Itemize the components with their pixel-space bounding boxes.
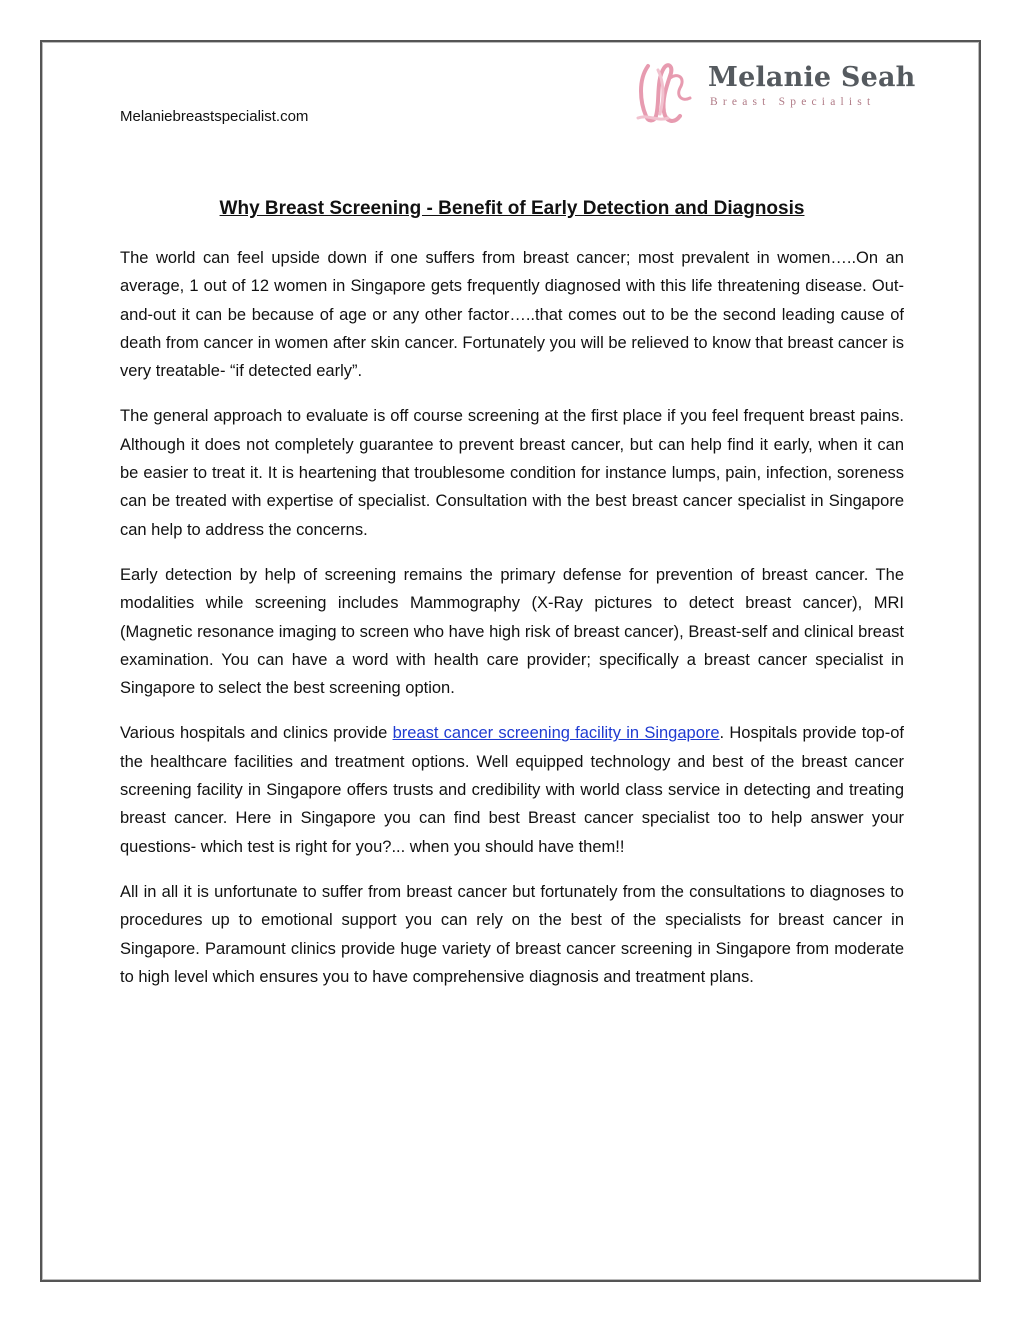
paragraph-4-text-before: Various hospitals and clinics provide xyxy=(120,724,393,743)
paragraph-4 xyxy=(120,719,904,860)
brand-logo xyxy=(634,58,916,128)
paragraph-2: The general approach to evaluate is off course screening at the first place if you feel frequent breast pains. Although it does not completely guarantee to prevent breast cancer, but can help find it early, when it can be easier to treat it. It is heartening that troublesome condition for instance lumps, pain, infection, soreness can be treated with expertise of specialist. Consultation with the best breast cancer specialist in Singapore can help to address the concerns. xyxy=(120,407,904,539)
paragraph-4-text-after: . Hospitals provide top-of the healthcare facilities and treatment options. Well equipped technology and best of the breast cancer screening facility in Singapore offers trusts and credibility with world class service in detecting and treating breast cancer. Here in Singapore you can find best Breast cancer specialist too to help answer your questions- which test is right for you?... when you should have them!! xyxy=(120,724,904,856)
paragraph-1: The world can feel upside down if one suffers from breast cancer; most prevalent in women…..On an average, 1 out of 12 women in Singapore gets frequently diagnosed with this life threatening disease. Out-and-out it can be because of age or any other factor…..that comes out to be the second leading cause of death from cancer in women after skin cancer. Fortunately you will be relieved to know that breast cancer is very treatable- “if detected early”. xyxy=(120,249,904,381)
paragraph-5: All in all it is unfortunate to suffer from breast cancer but fortunately from the consultations to diagnoses to procedures up to emotional support you can rely on the best of the specialists for breast cancer in Singapore. Paramount clinics provide huge variety of breast cancer screening in Singapore from moderate to high level which ensures you to have comprehensive diagnosis and treatment plans. xyxy=(120,882,904,986)
screening-facility-link[interactable]: breast cancer screening facility in Singapore xyxy=(392,724,720,743)
logo-name: Melanie Seah xyxy=(708,62,916,93)
article-body xyxy=(120,244,904,1008)
logo-subtitle: Breast Specialist xyxy=(710,96,876,108)
paragraph-3: Early detection by help of screening remains the primary defense for prevention of breast cancer. The modalities while screening includes Mammography (X-Ray pictures to detect breast cancer), MRI (Magnetic resonance imaging to screen who have high risk of breast cancer), Breast-self and clinical breast examination. You can have a word with health care provider; specifically a breast cancer specialist in Singapore to select the best screening option. xyxy=(120,565,904,698)
page-title: Why Breast Screening - Benefit of Early Detection and Diagnosis xyxy=(219,198,805,219)
ribbon-logo-icon xyxy=(634,58,704,128)
site-url: Melaniebreastspecialist.com xyxy=(120,108,309,125)
